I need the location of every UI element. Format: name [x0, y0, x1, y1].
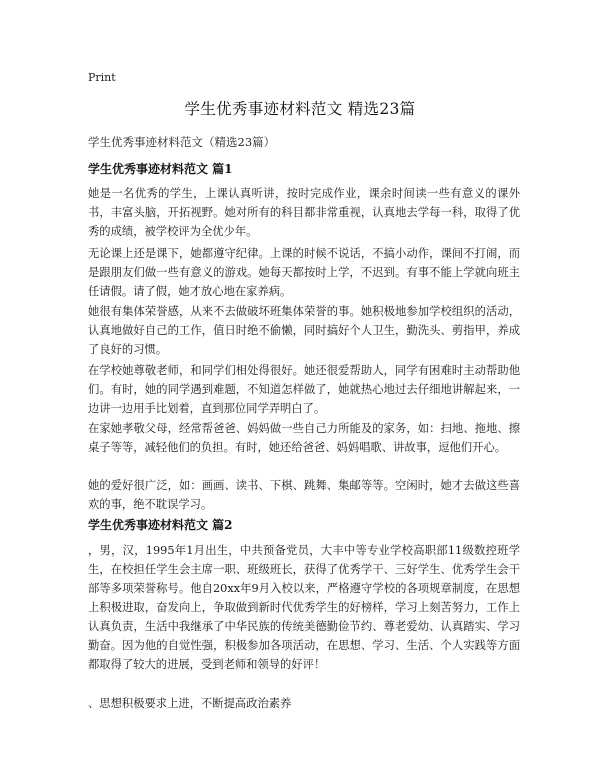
section-1-paragraph-1: 她是一名优秀的学生，上课认真听讲，按时完成作业，课余时间读一些有意义的课外书，丰富头脑，开拓视野。她对所有的科目都非常重视，认真地去学每一科，取得了优秀的成绩，被学校评为全优少年。	[88, 187, 520, 238]
section-2-paragraph-2: 、思想积极要求上进，不断提高政治素养	[88, 697, 292, 710]
document-title: 学生优秀事迹材料范文 精选23篇	[184, 100, 416, 118]
section-1-paragraph-5: 在家她孝敬父母，经常帮爸爸、妈妈做一些自己力所能及的家务，如：扫地、拖地、擦桌子等等，减轻他们的负担。有时，她还给爸爸、妈妈唱歌、讲故事，逗他们开心。	[88, 422, 520, 454]
section-1-paragraph-3: 她很有集体荣誉感，从来不去做破坏班集体荣誉的事。她积极地参加学校组织的活动，认真地做好自己的工作，值日时绝不偷懒，同时搞好个人卫生，勤洗头、剪指甲，养成了良好的习惯。	[88, 305, 520, 356]
section-2-paragraph-1: ，男，汉，1995年1月出生，中共预备党员，大丰中等专业学校高职部11级数控班学生，在校担任学生会主席一职、班级班长，获得了优秀学干、三好学生、优秀学生会干部等多项荣誉称号。他自20xx年9月入校以来，严格遵守学校的各项规章制度，在思想上积极进取，奋发向上，争取做到新时代优秀学生的好榜样，学习上刻苦努力，工作上认真负责，生活中我继承了中华民族的传统美德勤俭节约、尊老爱幼、认真踏实、学习勤奋。因为他的自觉性强，积极参加各项活动，在思想、学习、生活、个人实践等方面都取得了较大的进展，受到老师和领导的好评！	[88, 544, 520, 671]
section-1-paragraph-2: 无论课上还是课下，她都遵守纪律。上课的时候不说话，不搞小动作，课间不打闹，而是跟朋友们做一些有意义的游戏。她每天都按时上学，不迟到。有事不能上学就向班主任请假。请了假，她才放心地在家养病。	[88, 247, 520, 298]
section-2-heading: 学生优秀事迹材料范文 篇2	[88, 518, 233, 532]
section-1-paragraph-4: 在学校她尊敬老师，和同学们相处得很好。她还很爱帮助人，同学有困难时主动帮助他们。有时，她的同学遇到难题，不知道怎样做了，她就热心地过去仔细地讲解起来，一边讲一边用手比划着，直到那位同学弄明白了。	[88, 364, 520, 415]
section-1-paragraph-6: 她的爱好很广泛，如：画画、读书、下棋、跳舞、集邮等等。空闲时，她才去做这些喜欢的事，绝不耽误学习。	[88, 479, 520, 511]
print-link[interactable]: Print	[88, 71, 116, 84]
section-1-heading: 学生优秀事迹材料范文 篇1	[88, 162, 233, 176]
document-subtitle: 学生优秀事迹材料范文（精选23篇）	[88, 135, 276, 149]
